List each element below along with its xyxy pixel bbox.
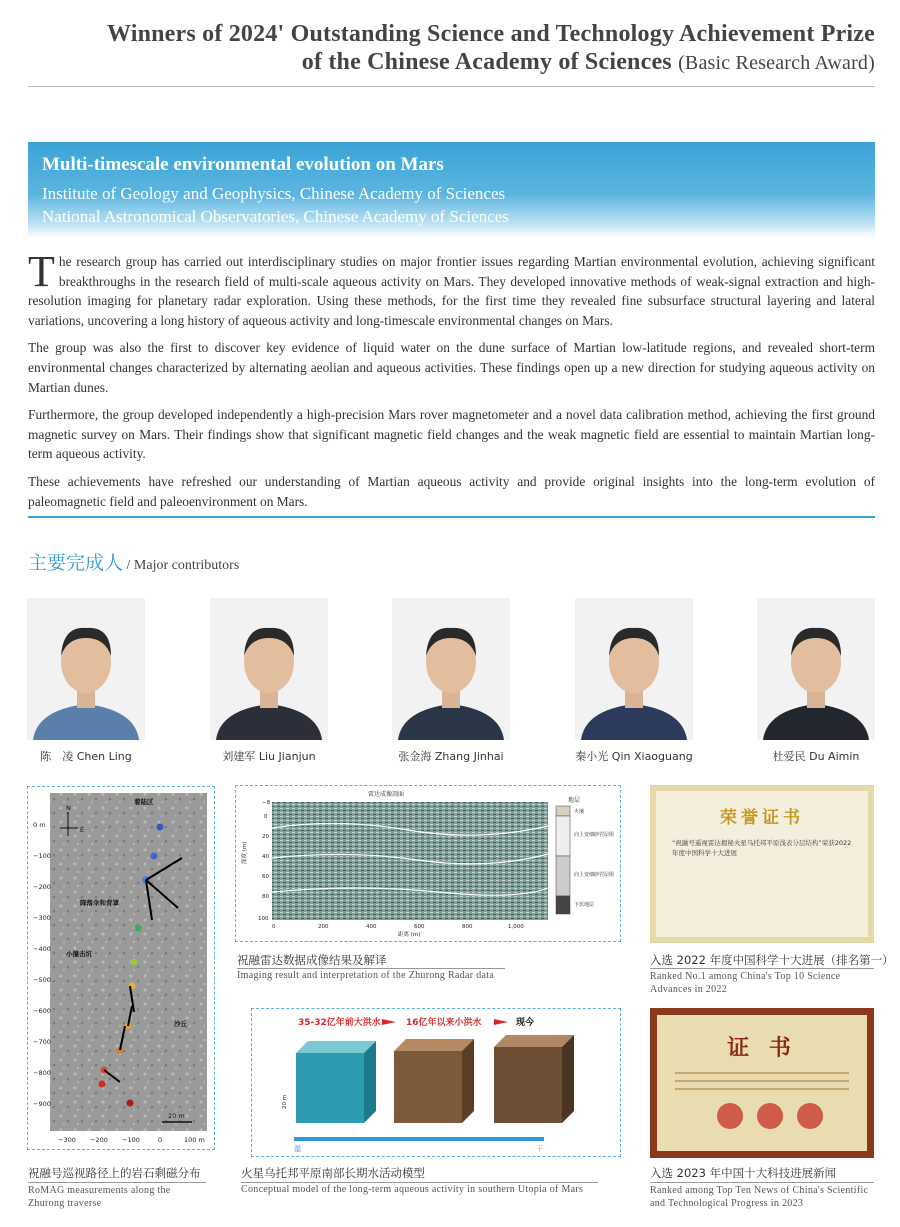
legend-label: 向上变细砂岩层组 <box>574 832 615 838</box>
cert2-caption-en: Ranked among Top Ten News of China's Scientific and Technological Progress in 2023 <box>650 1185 869 1209</box>
east-label: E <box>80 826 85 834</box>
contributor-photo <box>575 598 693 740</box>
radar-xaxis-label: 距离 (m) <box>398 932 421 938</box>
dune-label: 沙丘 <box>174 1020 187 1028</box>
map-ytick: −200 <box>33 883 51 891</box>
model-stage-3: 现今 <box>516 1018 535 1028</box>
map-xtick: −200 <box>90 1136 108 1144</box>
legend-swatch-regolith <box>556 806 570 816</box>
radar-title: 雷达成像剖面 <box>368 791 405 798</box>
north-label: N <box>66 804 71 812</box>
certificate-text: “祝融号遥视雷达揭秘火星乌托邦平原浅表分层结构”荣获2022年度中国科学十大进展 <box>672 839 852 857</box>
block-side-1 <box>364 1041 376 1123</box>
model-stage-1: 35-32亿年前大洪水 <box>298 1018 381 1028</box>
radar-ytick: 100 <box>258 916 269 922</box>
legend-swatch-lower <box>556 856 570 896</box>
map-caption-rule <box>28 1182 206 1183</box>
legend-label: 下伏地层 <box>574 902 595 908</box>
map-scale-label: 20 m <box>168 1112 185 1120</box>
legend-title: 地层 <box>568 797 581 804</box>
contributor-name: 陈 凌 Chen Ling <box>40 750 132 763</box>
parachute-label: 降落伞和背罩 <box>80 899 119 907</box>
radar-ytick: 40 <box>262 854 269 860</box>
radar-caption-cn: 祝融雷达数据成像结果及解译 <box>237 953 387 967</box>
contributor-photo <box>27 598 145 740</box>
cert2-caption-rule <box>650 1182 874 1183</box>
radar-ytick: 20 <box>262 834 269 840</box>
contributor-name: 刘建军 Liu Jianjun <box>222 750 316 763</box>
paragraph-2: The group was also the first to discover key evidence of liquid water on the dune surface of Martian low-latitude regions, and revealed short-term environmental changes characterized by alternating aeolian and aqueous activities. These findings open up a new direction for studying aqueous activity on Martian dunes. <box>28 340 875 395</box>
radar-xtick: 1,000 <box>508 924 524 930</box>
model-caption-cn: 火星乌托邦平原南部长期水活动模型 <box>241 1166 425 1180</box>
radar-xtick: 400 <box>366 924 377 930</box>
title-line-1: Winners of 2024' Outstanding Science and Technology Achievement Prize <box>106 21 875 47</box>
header-divider <box>28 86 875 87</box>
cert1-caption-en: Ranked No.1 among China's Top 10 Science Advances in 2022 <box>650 971 841 995</box>
wet-dry-gradient <box>294 1137 544 1141</box>
model-scale: 20 m <box>282 1094 288 1109</box>
radar-xtick: 800 <box>462 924 473 930</box>
seal-stamp <box>717 1103 743 1129</box>
map-ytick: −500 <box>33 976 51 984</box>
project-banner <box>28 142 875 238</box>
paragraph-4: These achievements have refreshed our understanding of Martian aqueous activity and provide original insights into the long-term evolution of paleomagnetic field and paleoenvironment on Mars. <box>28 473 875 509</box>
award-type: (Basic Research Award) <box>678 52 875 74</box>
project-title: Multi-timescale environmental evolution on Mars <box>42 154 444 175</box>
radar-ytick: 80 <box>262 894 269 900</box>
certificate-line <box>675 1072 849 1074</box>
contributor-photo <box>392 598 510 740</box>
cert1-caption-cn: 入选 2022 年度中国科学十大进展（排名第一） <box>650 953 894 967</box>
seal-stamp <box>757 1103 783 1129</box>
certificate-line <box>675 1080 849 1082</box>
drop-cap: T <box>28 247 55 296</box>
paragraph-3: Furthermore, the group developed independently a high-precision Mars rover magnetometer and a novel data calibration method, achieving the first ground magnetic survey on Mars. Their findings show that significant magnetic field changes and the weak magnetic field are essential to maintain Martian long-term aqueous activity. <box>28 407 875 462</box>
radar-xtick: 200 <box>318 924 329 930</box>
certificate-heading: 荣誉证书 <box>720 808 804 828</box>
radar-caption-rule <box>237 968 505 969</box>
block-side-2 <box>462 1039 474 1123</box>
block-top-1 <box>296 1041 376 1053</box>
institution-2: National Astronomical Observatories, Chinese Academy of Sciences <box>42 207 509 226</box>
radar-ytick: −8 <box>262 800 271 806</box>
legend-label: 向上变细砂岩层组 <box>574 872 615 878</box>
map-ytick: −600 <box>33 1007 51 1015</box>
radar-profile <box>238 788 616 938</box>
contributor-name: 杜爱民 Du Aimin <box>772 750 860 763</box>
body-text <box>28 247 875 519</box>
legend-label: 火壤 <box>574 809 585 815</box>
block-front-2 <box>394 1051 462 1123</box>
certificate-2023-heading: 证 书 <box>727 1036 797 1061</box>
aqueous-model <box>254 1011 616 1153</box>
map-caption-cn: 祝融号巡视路径上的岩石剩磁分布 <box>28 1166 201 1180</box>
block-front-1 <box>296 1053 364 1123</box>
map-ytick: −400 <box>33 945 51 953</box>
certificate-2023 <box>650 1008 874 1158</box>
model-caption-rule <box>241 1182 598 1183</box>
landing-zone-label: 着陆区 <box>134 798 154 806</box>
map-ytick: −900 <box>33 1100 51 1108</box>
radar-xtick: 600 <box>414 924 425 930</box>
radar-ytick: 0 <box>264 814 268 820</box>
seal-stamp <box>797 1103 823 1129</box>
map-xtick: 100 m <box>184 1136 205 1144</box>
block-side-3 <box>562 1035 574 1123</box>
radar-caption-en: Imaging result and interpretation of the Zhurong Radar data <box>237 970 495 981</box>
map-ytick: −800 <box>33 1069 51 1077</box>
map-ytick: −700 <box>33 1038 51 1046</box>
model-stage-2: 16亿年以来小洪水 <box>406 1018 482 1028</box>
model-caption-en: Conceptual model of the long-term aqueous activity in southern Utopia of Mars <box>241 1184 584 1195</box>
radar-image <box>272 802 548 920</box>
dry-label: 干 <box>536 1145 543 1153</box>
block-front-3 <box>494 1047 562 1123</box>
radar-xtick: 0 <box>272 924 276 930</box>
certificate-line <box>675 1088 849 1090</box>
map-ytick: −100 <box>33 852 51 860</box>
paragraph-1: The research group has carried out interdisciplinary studies on major frontier issues regarding Martian environmental evolution, achieving significant breakthroughs in the research field of multi-scale aqueous activity on Mars. They developed innovative methods of weak-signal extraction and high-resolution imaging for planetary radar exploration. Using these methods, for the first time they revealed fine subsurface structural layering and lateral variations, uncovering a long history of aqueous activity and long-timescale environmental changes on Mars. <box>28 247 875 328</box>
block-top-3 <box>494 1035 574 1047</box>
traverse-map <box>30 790 210 1146</box>
crater-label: 小撞击坑 <box>66 950 92 958</box>
section-divider <box>28 516 875 518</box>
block-top-2 <box>394 1039 474 1051</box>
map-xtick: −300 <box>58 1136 76 1144</box>
map-ytick: 0 m <box>33 821 46 829</box>
cert2-caption-cn: 入选 2023 年中国十大科技进展新闻 <box>650 1166 837 1180</box>
wet-label: 湿 <box>294 1145 301 1153</box>
contributor-name: 秦小光 Qin Xiaoguang <box>575 750 693 763</box>
legend-swatch-upper <box>556 816 570 856</box>
contributor-name: 张金海 Zhang Jinhai <box>398 750 504 763</box>
institution-1: Institute of Geology and Geophysics, Chinese Academy of Sciences <box>42 184 506 203</box>
terrain-image <box>50 793 207 1131</box>
cert1-caption-rule <box>650 968 874 969</box>
map-xtick: 0 <box>158 1136 163 1144</box>
contributor-photo <box>210 598 328 740</box>
legend-swatch-base <box>556 896 570 914</box>
map-caption-en: RoMAG measurements along the Zhurong traverse <box>28 1185 171 1209</box>
contributors-heading: 主要完成人 / Major contributors <box>28 552 240 574</box>
radar-yaxis-label: 深度 (m) <box>242 841 248 864</box>
certificate-2022 <box>650 785 874 943</box>
map-ytick: −300 <box>33 914 51 922</box>
arrow-icon <box>494 1019 508 1025</box>
arrow-icon <box>382 1019 396 1025</box>
radar-ytick: 60 <box>262 874 269 880</box>
contributor-photo <box>757 598 875 740</box>
map-xtick: −100 <box>122 1136 140 1144</box>
page-title <box>107 20 875 77</box>
title-line-2: of the Chinese Academy of Sciences <box>301 49 672 75</box>
